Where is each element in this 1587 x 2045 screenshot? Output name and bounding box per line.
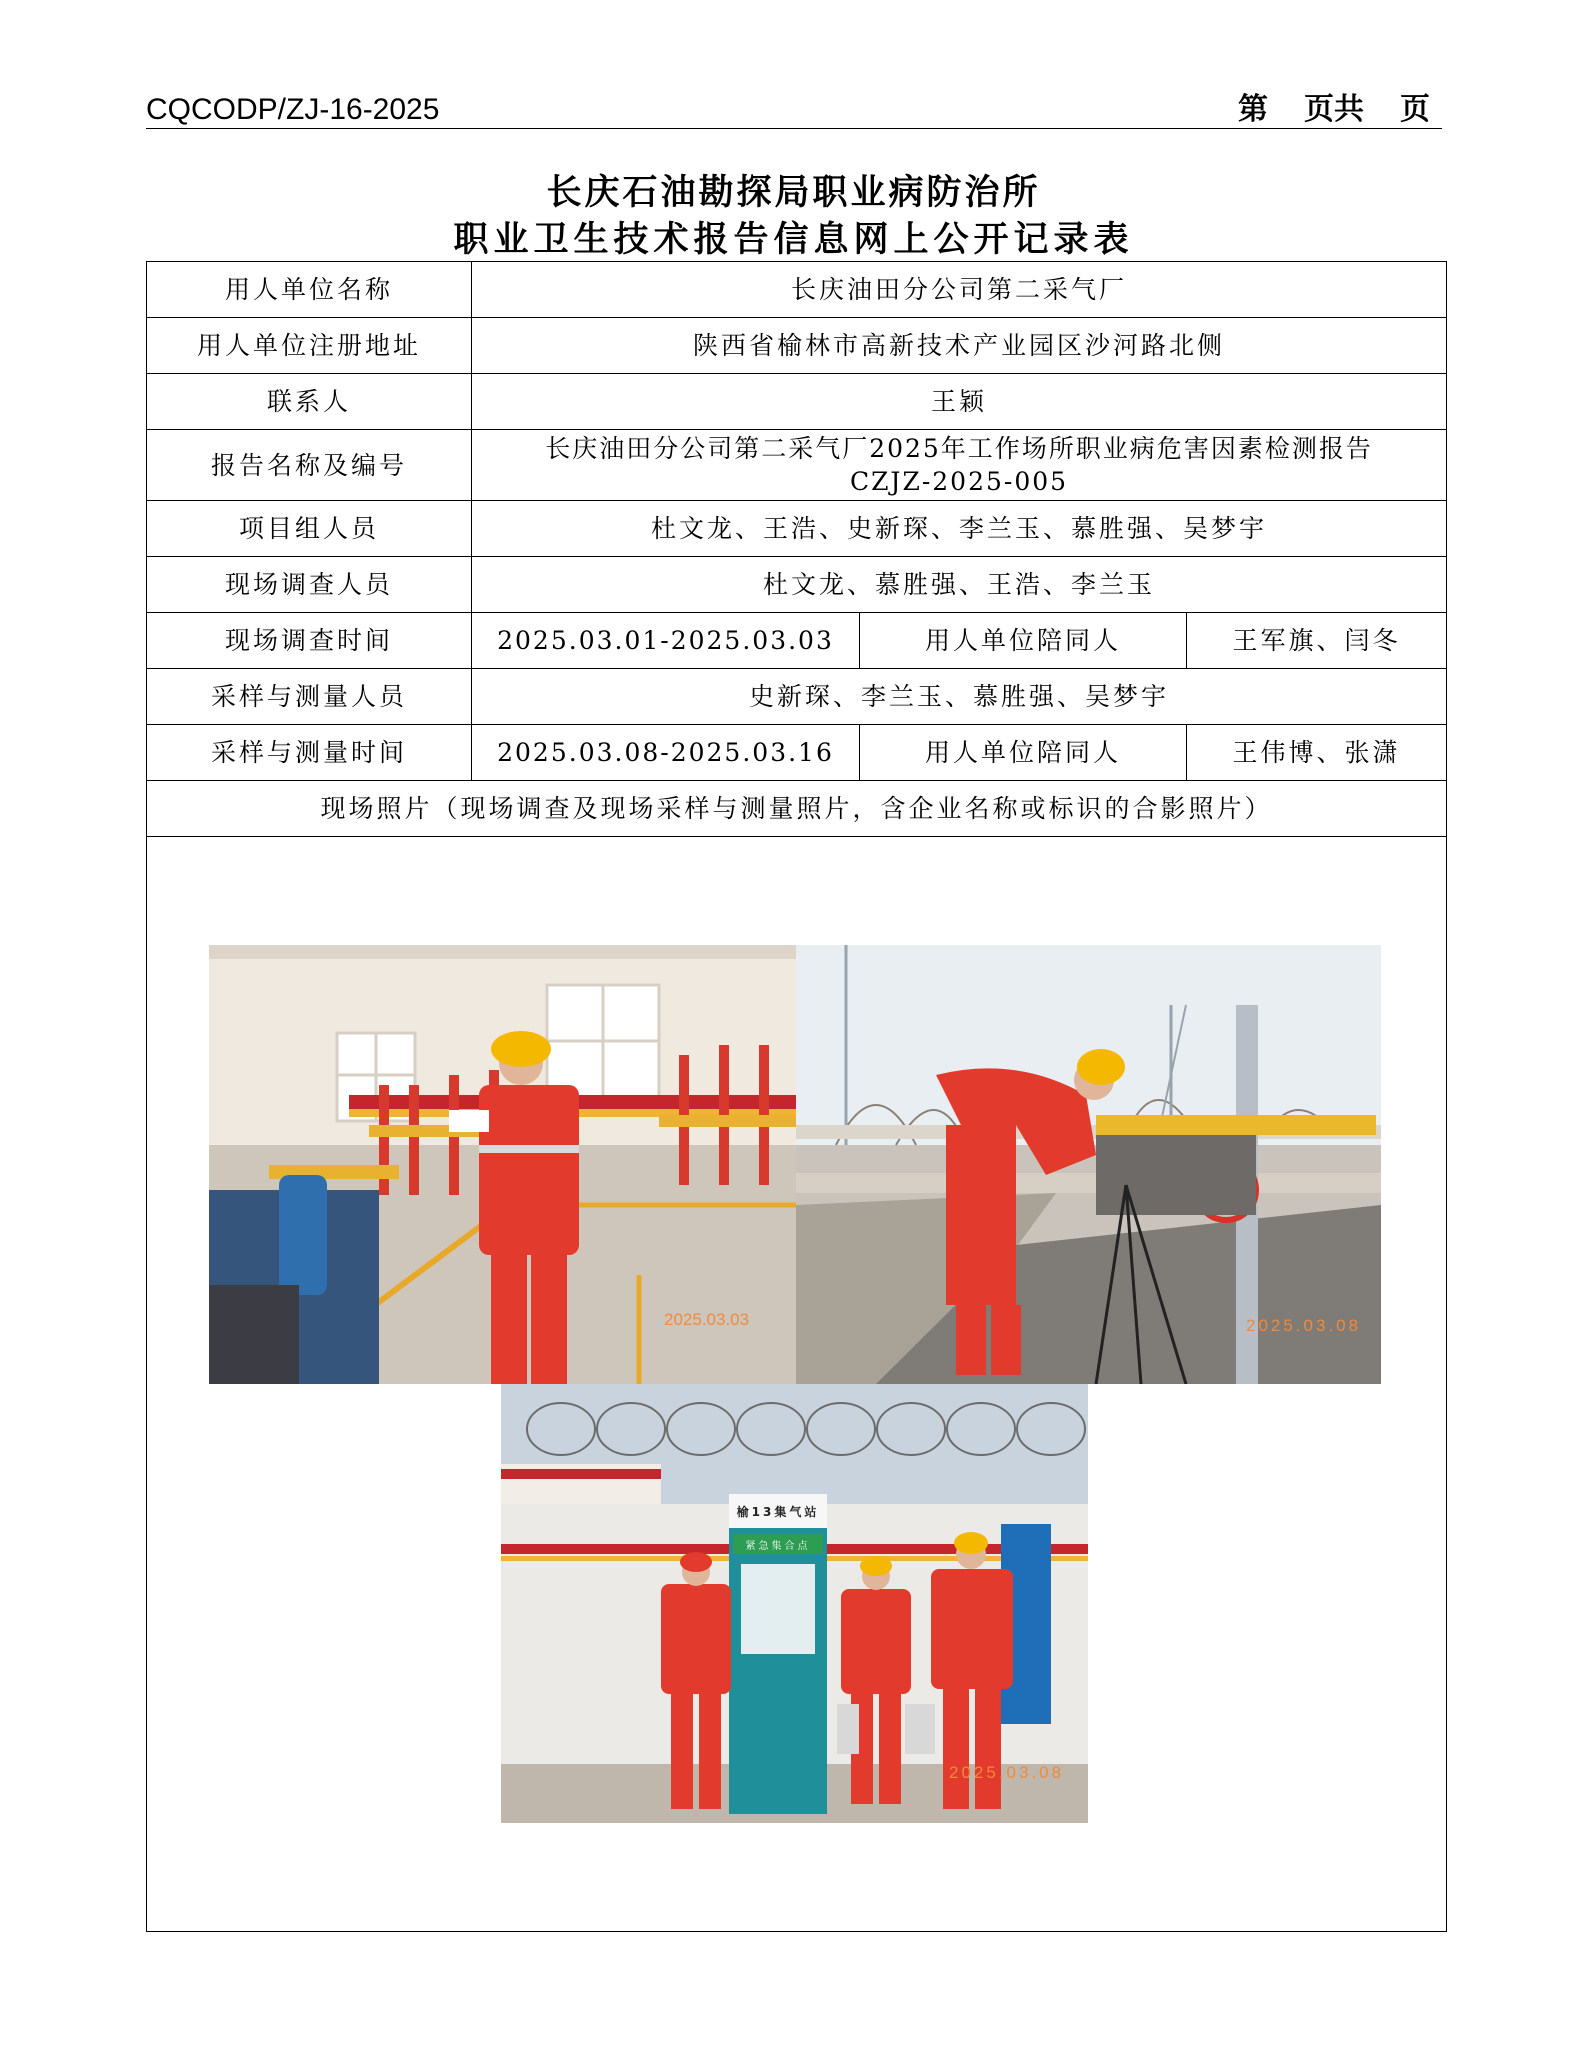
photo-group-with-sign xyxy=(501,1384,1088,1823)
photo-group-image xyxy=(501,1384,1088,1823)
value-sampling-time: 2025.03.08-2025.03.16 xyxy=(472,725,860,781)
row-unit-name xyxy=(147,262,1447,318)
page-total-label: 页共 xyxy=(1304,92,1364,127)
page-counter xyxy=(1202,92,1430,128)
label-survey-time: 现场调查时间 xyxy=(147,613,472,669)
row-report xyxy=(147,430,1447,501)
value-sampling-escort: 王伟博、张潇 xyxy=(1187,725,1447,781)
page-label: 第 xyxy=(1238,92,1268,127)
document-title-form: 职业卫生技术报告信息网上公开记录表 xyxy=(453,219,1134,260)
value-survey-escort: 王军旗、闫冬 xyxy=(1187,613,1447,669)
label-sampling-time: 采样与测量时间 xyxy=(147,725,472,781)
row-survey-staff xyxy=(147,557,1447,613)
value-contact: 王颖 xyxy=(472,374,1447,430)
label-contact: 联系人 xyxy=(147,374,472,430)
label-report: 报告名称及编号 xyxy=(147,430,472,501)
row-photos xyxy=(147,837,1447,1932)
document-title-organization: 长庆石油勘探局职业病防治所 xyxy=(546,172,1041,213)
label-sampling-staff: 采样与测量人员 xyxy=(147,669,472,725)
value-team: 杜文龙、王浩、史新琛、李兰玉、慕胜强、吴梦宇 xyxy=(472,501,1447,557)
label-survey-staff: 现场调查人员 xyxy=(147,557,472,613)
row-photos-label xyxy=(147,781,1447,837)
label-photos: 现场照片（现场调查及现场采样与测量照片，含企业名称或标识的合影照片） xyxy=(147,781,1447,837)
document-code: CQCODP/ZJ-16-2025 xyxy=(146,93,440,126)
value-unit-name: 长庆油田分公司第二采气厂 xyxy=(472,262,1447,318)
value-sampling-staff: 史新琛、李兰玉、慕胜强、吴梦宇 xyxy=(472,669,1447,725)
label-address: 用人单位注册地址 xyxy=(147,318,472,374)
value-report xyxy=(472,430,1447,501)
page-label-end: 页 xyxy=(1400,92,1430,127)
photos-area xyxy=(147,837,1447,1932)
photo2-date-stamp: 2025.03.08 xyxy=(1246,1316,1362,1335)
photo3-date-stamp: 2025.03.08 xyxy=(949,1763,1065,1782)
value-survey-staff: 杜文龙、慕胜强、王浩、李兰玉 xyxy=(472,557,1447,613)
label-team: 项目组人员 xyxy=(147,501,472,557)
photo-indoor-survey-image xyxy=(209,945,796,1384)
photo-outdoor-measurement xyxy=(796,945,1381,1384)
label-unit-name: 用人单位名称 xyxy=(147,262,472,318)
photo1-date-stamp: 2025.03.03 xyxy=(664,1310,750,1329)
row-sampling-staff xyxy=(147,669,1447,725)
row-contact xyxy=(147,374,1447,430)
value-address: 陕西省榆林市高新技术产业园区沙河路北侧 xyxy=(472,318,1447,374)
row-address xyxy=(147,318,1447,374)
row-team xyxy=(147,501,1447,557)
label-sampling-escort: 用人单位陪同人 xyxy=(860,725,1187,781)
station-sign-subtitle: 紧急集合点 xyxy=(745,1541,811,1552)
value-survey-time: 2025.03.01-2025.03.03 xyxy=(472,613,860,669)
report-name: 长庆油田分公司第二采气厂2025年工作场所职业病危害因素检测报告 xyxy=(545,434,1373,463)
label-survey-escort: 用人单位陪同人 xyxy=(860,613,1187,669)
row-survey-time xyxy=(147,613,1447,669)
station-sign-title: 榆13集气站 xyxy=(736,1505,820,1519)
row-sampling-time xyxy=(147,725,1447,781)
record-form-table xyxy=(146,261,1447,1932)
page-header xyxy=(146,92,1442,129)
photo-outdoor-measurement-image xyxy=(796,945,1381,1384)
report-number: CZJZ-2025-005 xyxy=(849,467,1069,496)
photo-indoor-survey xyxy=(209,945,796,1384)
